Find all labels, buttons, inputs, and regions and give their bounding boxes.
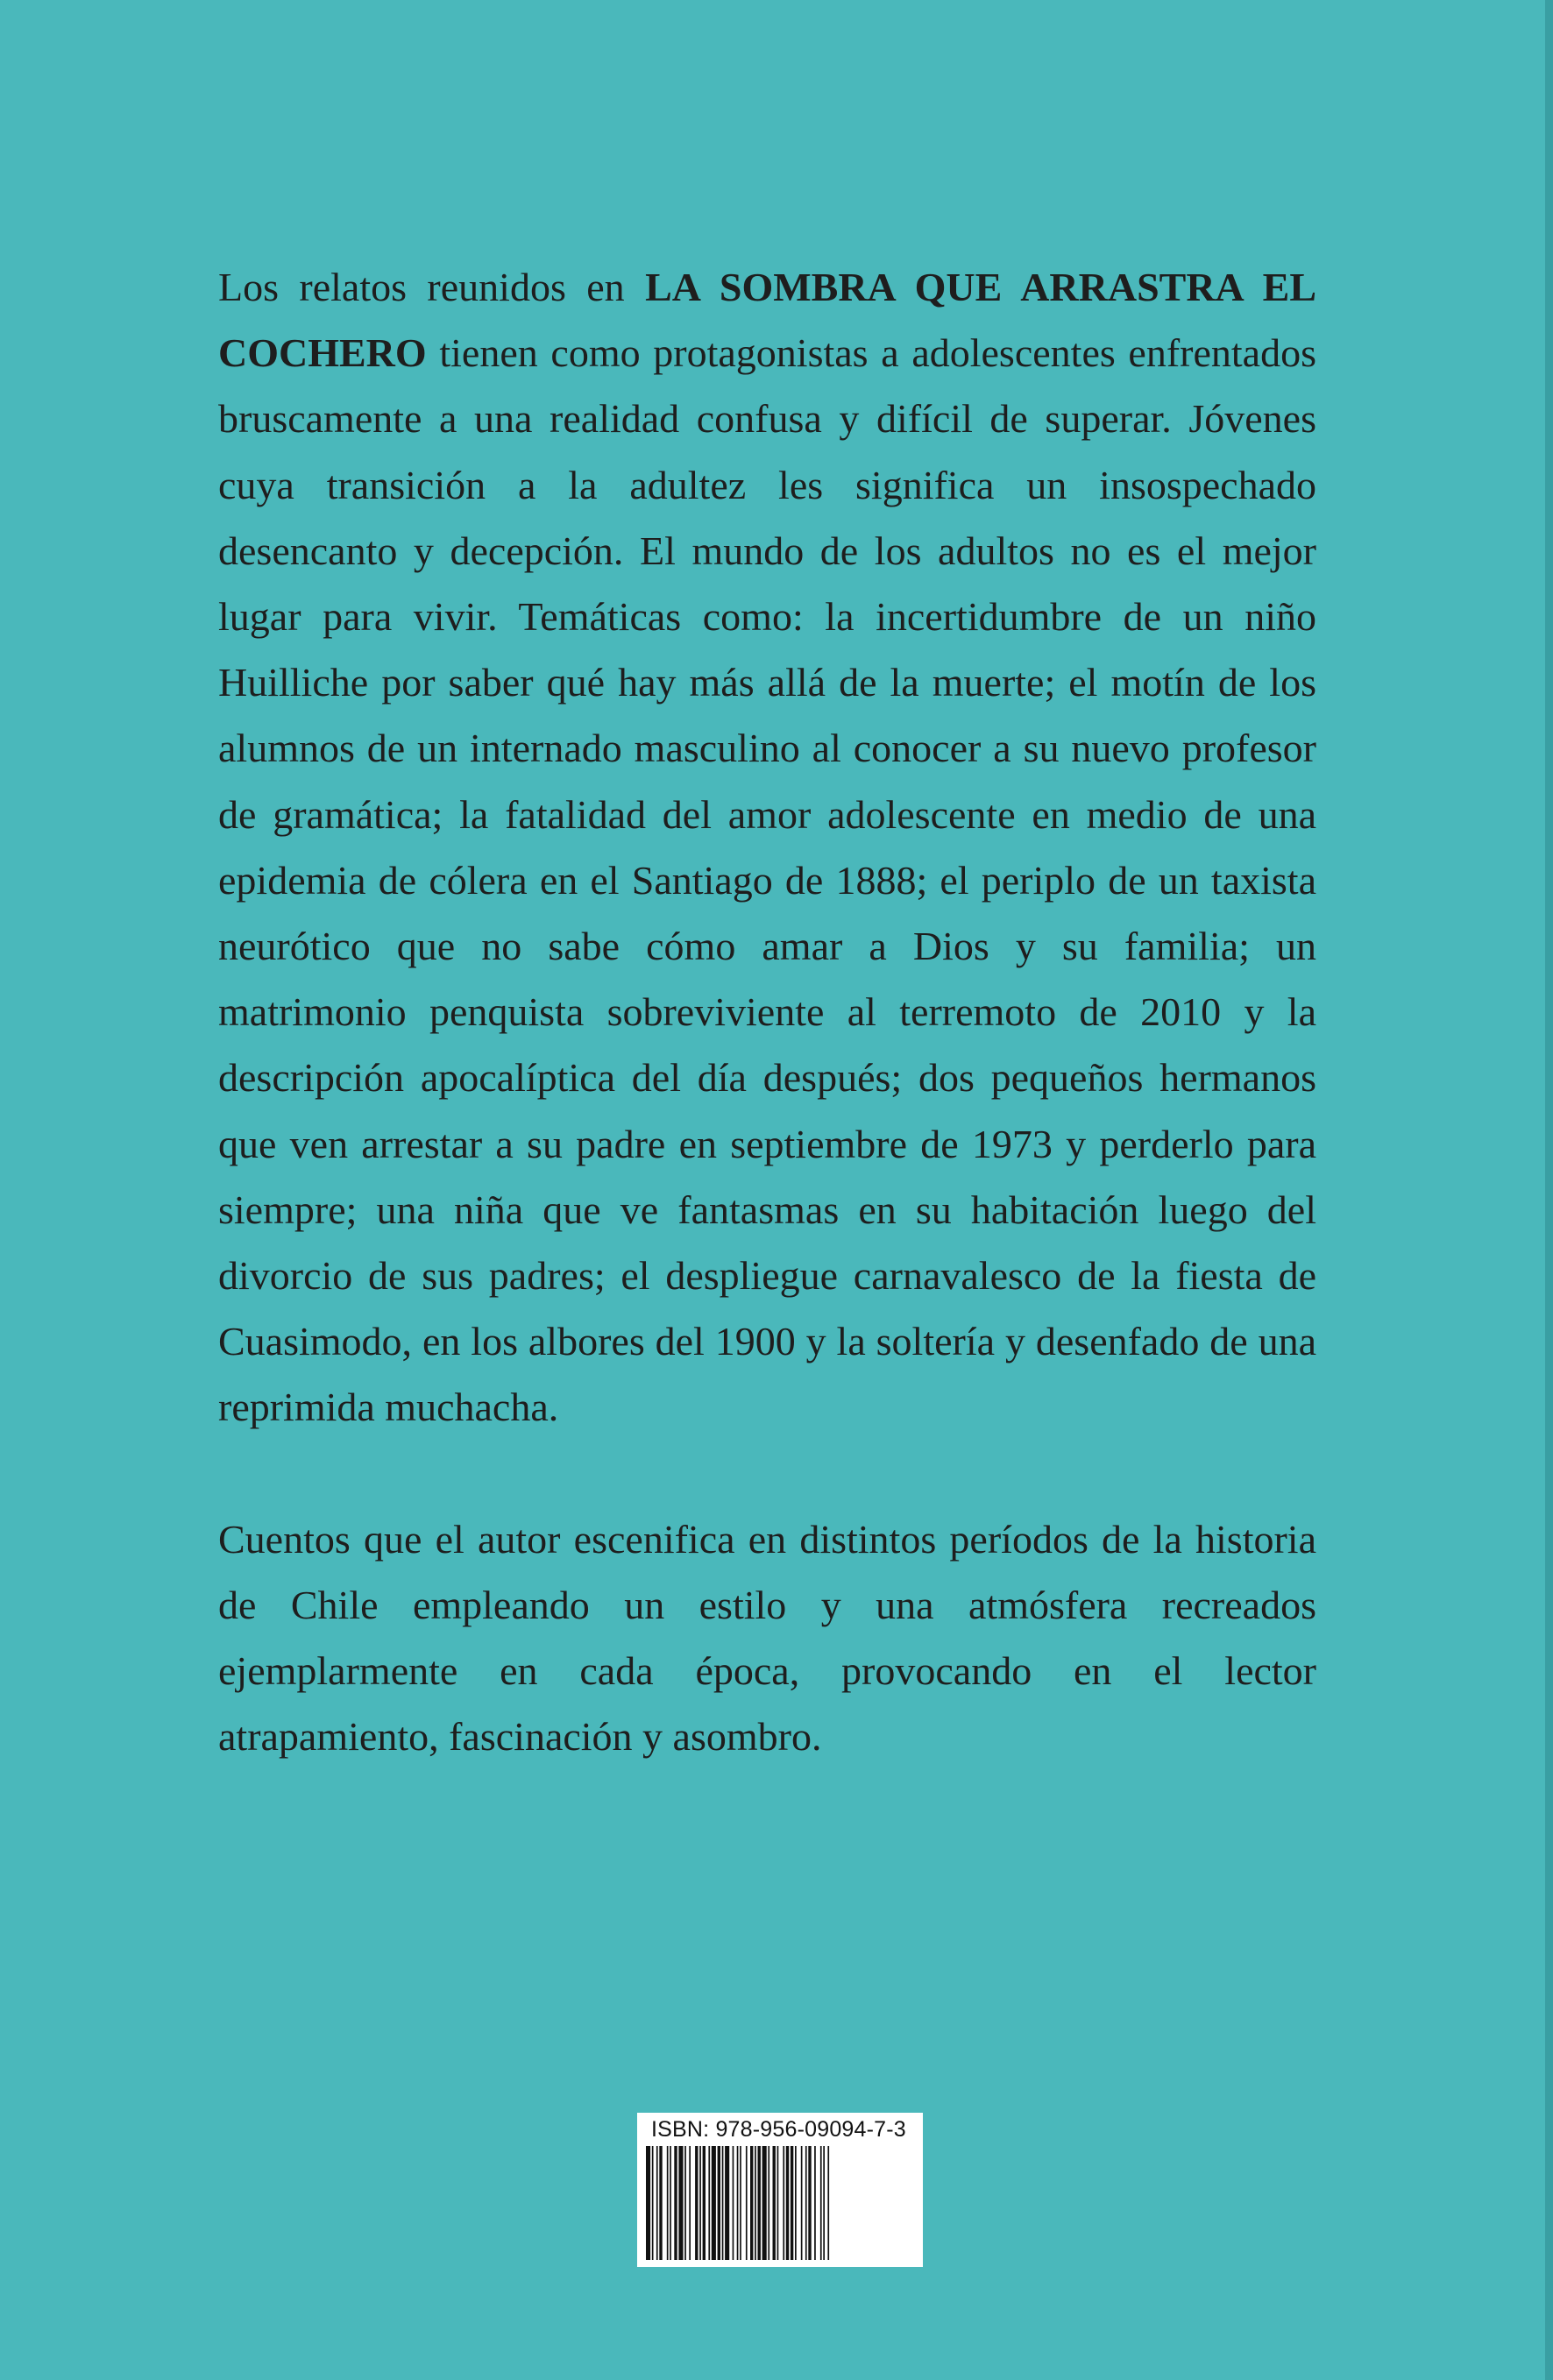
barcode-bar [670,2146,671,2260]
barcode-bar [674,2146,677,2260]
barcode-bar [718,2146,720,2260]
barcode-bar [712,2146,716,2260]
barcode-bar [783,2146,784,2260]
blurb-intro: Los relatos reunidos en [218,265,646,309]
barcode-bar [808,2146,811,2260]
barcode-bar [733,2146,734,2260]
blurb-paragraph-1 [218,254,1316,1441]
barcode-bar [805,2146,807,2260]
barcode-bar [762,2146,767,2260]
barcode-bar [773,2146,776,2260]
barcode-bar [737,2146,739,2260]
isbn-barcode [637,2113,923,2267]
barcode-bar [823,2146,825,2260]
barcode-bar [827,2146,829,2260]
barcode-bar [678,2146,683,2260]
isbn-label: ISBN: 978-956-09094-7-3 [651,2117,906,2142]
book-title: LA SOMBRA QUE ARRASTRA EL COCHERO [218,265,1317,376]
barcode-bar [699,2146,701,2260]
barcode-bar [801,2146,803,2260]
barcode-bar [656,2146,658,2260]
barcode-bar [684,2146,686,2260]
barcode-bar [820,2146,822,2260]
barcode-bar [750,2146,753,2260]
barcode-bar [791,2146,793,2260]
barcode-bar [703,2146,706,2260]
barcode-bar [814,2146,816,2260]
barcode-bar [777,2146,779,2260]
barcode-bar [755,2146,756,2260]
spine-edge [1545,0,1553,2380]
barcode-bar [689,2146,691,2260]
barcode-bar [746,2146,748,2260]
barcode-bars-icon [642,2146,918,2260]
barcode-bar [667,2146,669,2260]
barcode-bar [652,2146,654,2260]
barcode-bar [722,2146,724,2260]
barcode-bar [725,2146,729,2260]
barcode-bar [768,2146,769,2260]
barcode-bar [695,2146,698,2260]
blurb-body: tienen como protagonistas a adolescentes enfrentados bruscamente a una realidad confusa y difícil de superar. Jóvenes cuya transición a la adultez les significa un insospechado desencanto y decepción. El mundo de los adultos no es el mejor lugar para vivir. Temáticas como: la incertidumbre de un niño Huilliche por saber qué hay más allá de la muerte; el motín de los alumnos de un internado masculino al conocer a su nuevo profesor de gramática; la fatalidad del amor adolescente en medio de una epidemia de cólera en el Santiago de 1888; el periplo de un taxista neurótico que no sabe cómo amar a Dios y su familia; un matrimonio penquista sobreviviente al terremoto de 2010 y la descripción apocalíptica del día después; dos pequeños hermanos que ven arrestar a su padre en septiembre de 1973 y perderlo para siempre; una niña que ve fantasmas en su habitación luego del divorcio de sus padres; el despliegue carnavalesco de la fiesta de Cuasimodo, en los albores del 1900 y la soltería y desenfado de una reprimida muchacha. [218,330,1316,1430]
blurb-text [218,254,1316,1769]
barcode-bar [786,2146,789,2260]
barcode-bar [795,2146,797,2260]
barcode-bar [758,2146,761,2260]
blurb-paragraph-2: Cuentos que el autor escenifica en distintos períodos de la historia de Chile empleando un estilo y una atmósfera recreados ejemplarmente en cada época, provocando en el lector atrapamiento, fascinación y asombro. [218,1516,1316,1760]
barcode-bar [740,2146,741,2260]
barcode-bar [708,2146,710,2260]
barcode-bar [646,2146,650,2260]
barcode-bar [659,2146,662,2260]
